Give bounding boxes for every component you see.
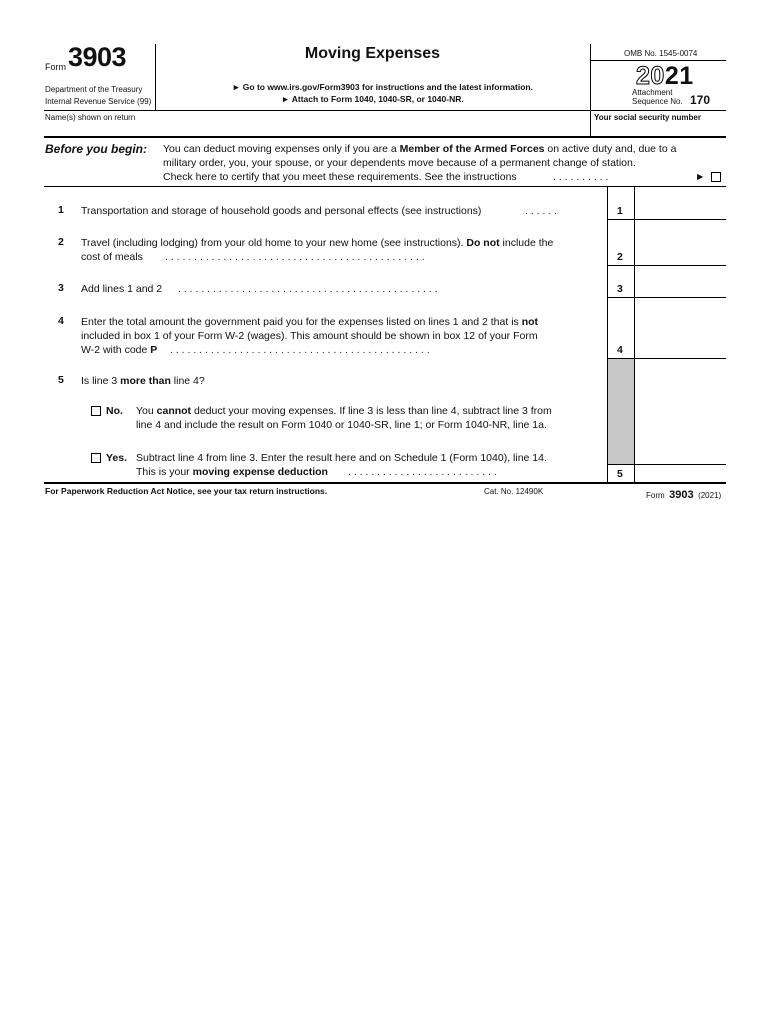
line-5-number: 5 [58,374,64,386]
form-number: 3903 [68,42,127,72]
department: Department of the Treasury [45,85,143,94]
line-3-box-label: 3 [617,283,623,295]
paperwork-notice: For Paperwork Reduction Act Notice, see your tax return instructions. [45,486,328,496]
page-title: Moving Expenses [304,45,441,62]
before-text-2: military order, you, your spouse, or your dependents move because of a permanent change of station. [163,157,636,169]
names-label: Name(s) shown on return [45,113,136,122]
before-you-begin-label: Before you begin: [45,142,148,156]
ssn-label: Your social security number [594,113,701,122]
no-text-1: You cannot deduct your moving expenses. If line 3 is less than line 4, subtract line 3 from [136,405,552,417]
no-text-2: line 4 and include the result on Form 1040 or 1040-SR, line 1; or Form 1040-NR, line 1a. [136,419,547,431]
yes-text-2: This is your moving expense deduction [136,466,328,478]
before-text-3: Check here to certify that you meet these requirements. See the instructions [163,171,517,183]
sequence-number: 170 [690,93,711,107]
line-4-amount[interactable] [637,342,729,358]
sequence-label: Sequence No. [632,97,683,106]
yes-checkbox[interactable] [91,453,101,463]
yes-label: Yes. [106,452,128,464]
footer-form-id: Form 3903 (2021) [646,489,722,501]
form-label: Form [45,62,66,72]
yes-text-1: Subtract line 4 from line 3. Enter the result here and on Schedule 1 (Form 1040), line 14. [136,452,547,464]
line-1-text: Transportation and storage of household goods and personal effects (see instructions) [81,205,482,217]
line-1-box-label: 1 [617,205,623,217]
line-5-box-label: 5 [617,468,623,480]
shaded-area [608,358,634,464]
line-4-text-3: W-2 with code P [81,344,158,356]
line-4-number: 4 [58,315,64,327]
no-checkbox[interactable] [91,406,101,416]
tax-year-bold: 21 [664,62,694,90]
instructions-line-2: ► Attach to Form 1040, 1040-SR, or 1040-NR. [281,94,464,104]
line-4-text-2: included in box 1 of your Form W-2 (wages). This amount should be shown in box 12 of your Form [81,330,538,342]
names-field[interactable] [45,122,585,134]
line-2-text-1: Travel (including lodging) from your old home to your new home (see instructions). Do not include the [81,237,554,249]
tax-year [636,62,694,91]
line-5-amount[interactable] [637,466,729,482]
line-4-text-1: Enter the total amount the government paid you for the expenses listed on lines 1 and 2 that is not [81,316,539,328]
irs-label: Internal Revenue Service (99) [45,97,152,106]
line-2-text-2: cost of meals [81,251,143,263]
line-2-box-label: 2 [617,251,623,263]
line-4-box-label: 4 [617,344,623,356]
line-1-number: 1 [58,204,64,216]
line-3-text: Add lines 1 and 2 [81,283,163,295]
line-3-number: 3 [58,282,64,294]
instructions-line-1: ► Go to www.irs.gov/Form3903 for instructions and the latest information. [232,82,533,92]
tax-year-outline: 20 [636,62,665,90]
line-2-amount[interactable] [637,249,729,265]
before-text-1: You can deduct moving expenses only if you are a Member of the Armed Forces on active duty and, due to a [163,143,677,155]
ssn-field[interactable] [594,122,722,134]
certify-checkbox[interactable] [711,172,721,182]
arrow-icon: ► [695,171,706,183]
line-3-amount[interactable] [637,281,729,297]
line-2-number: 2 [58,236,64,248]
line-5-question: Is line 3 more than line 4? [81,375,205,387]
line-1-amount[interactable] [637,203,729,219]
attachment-label: Attachment [632,88,673,97]
no-label: No. [106,405,123,417]
catalog-number: Cat. No. 12490K [484,487,544,496]
omb-number: OMB No. 1545-0074 [624,49,698,58]
